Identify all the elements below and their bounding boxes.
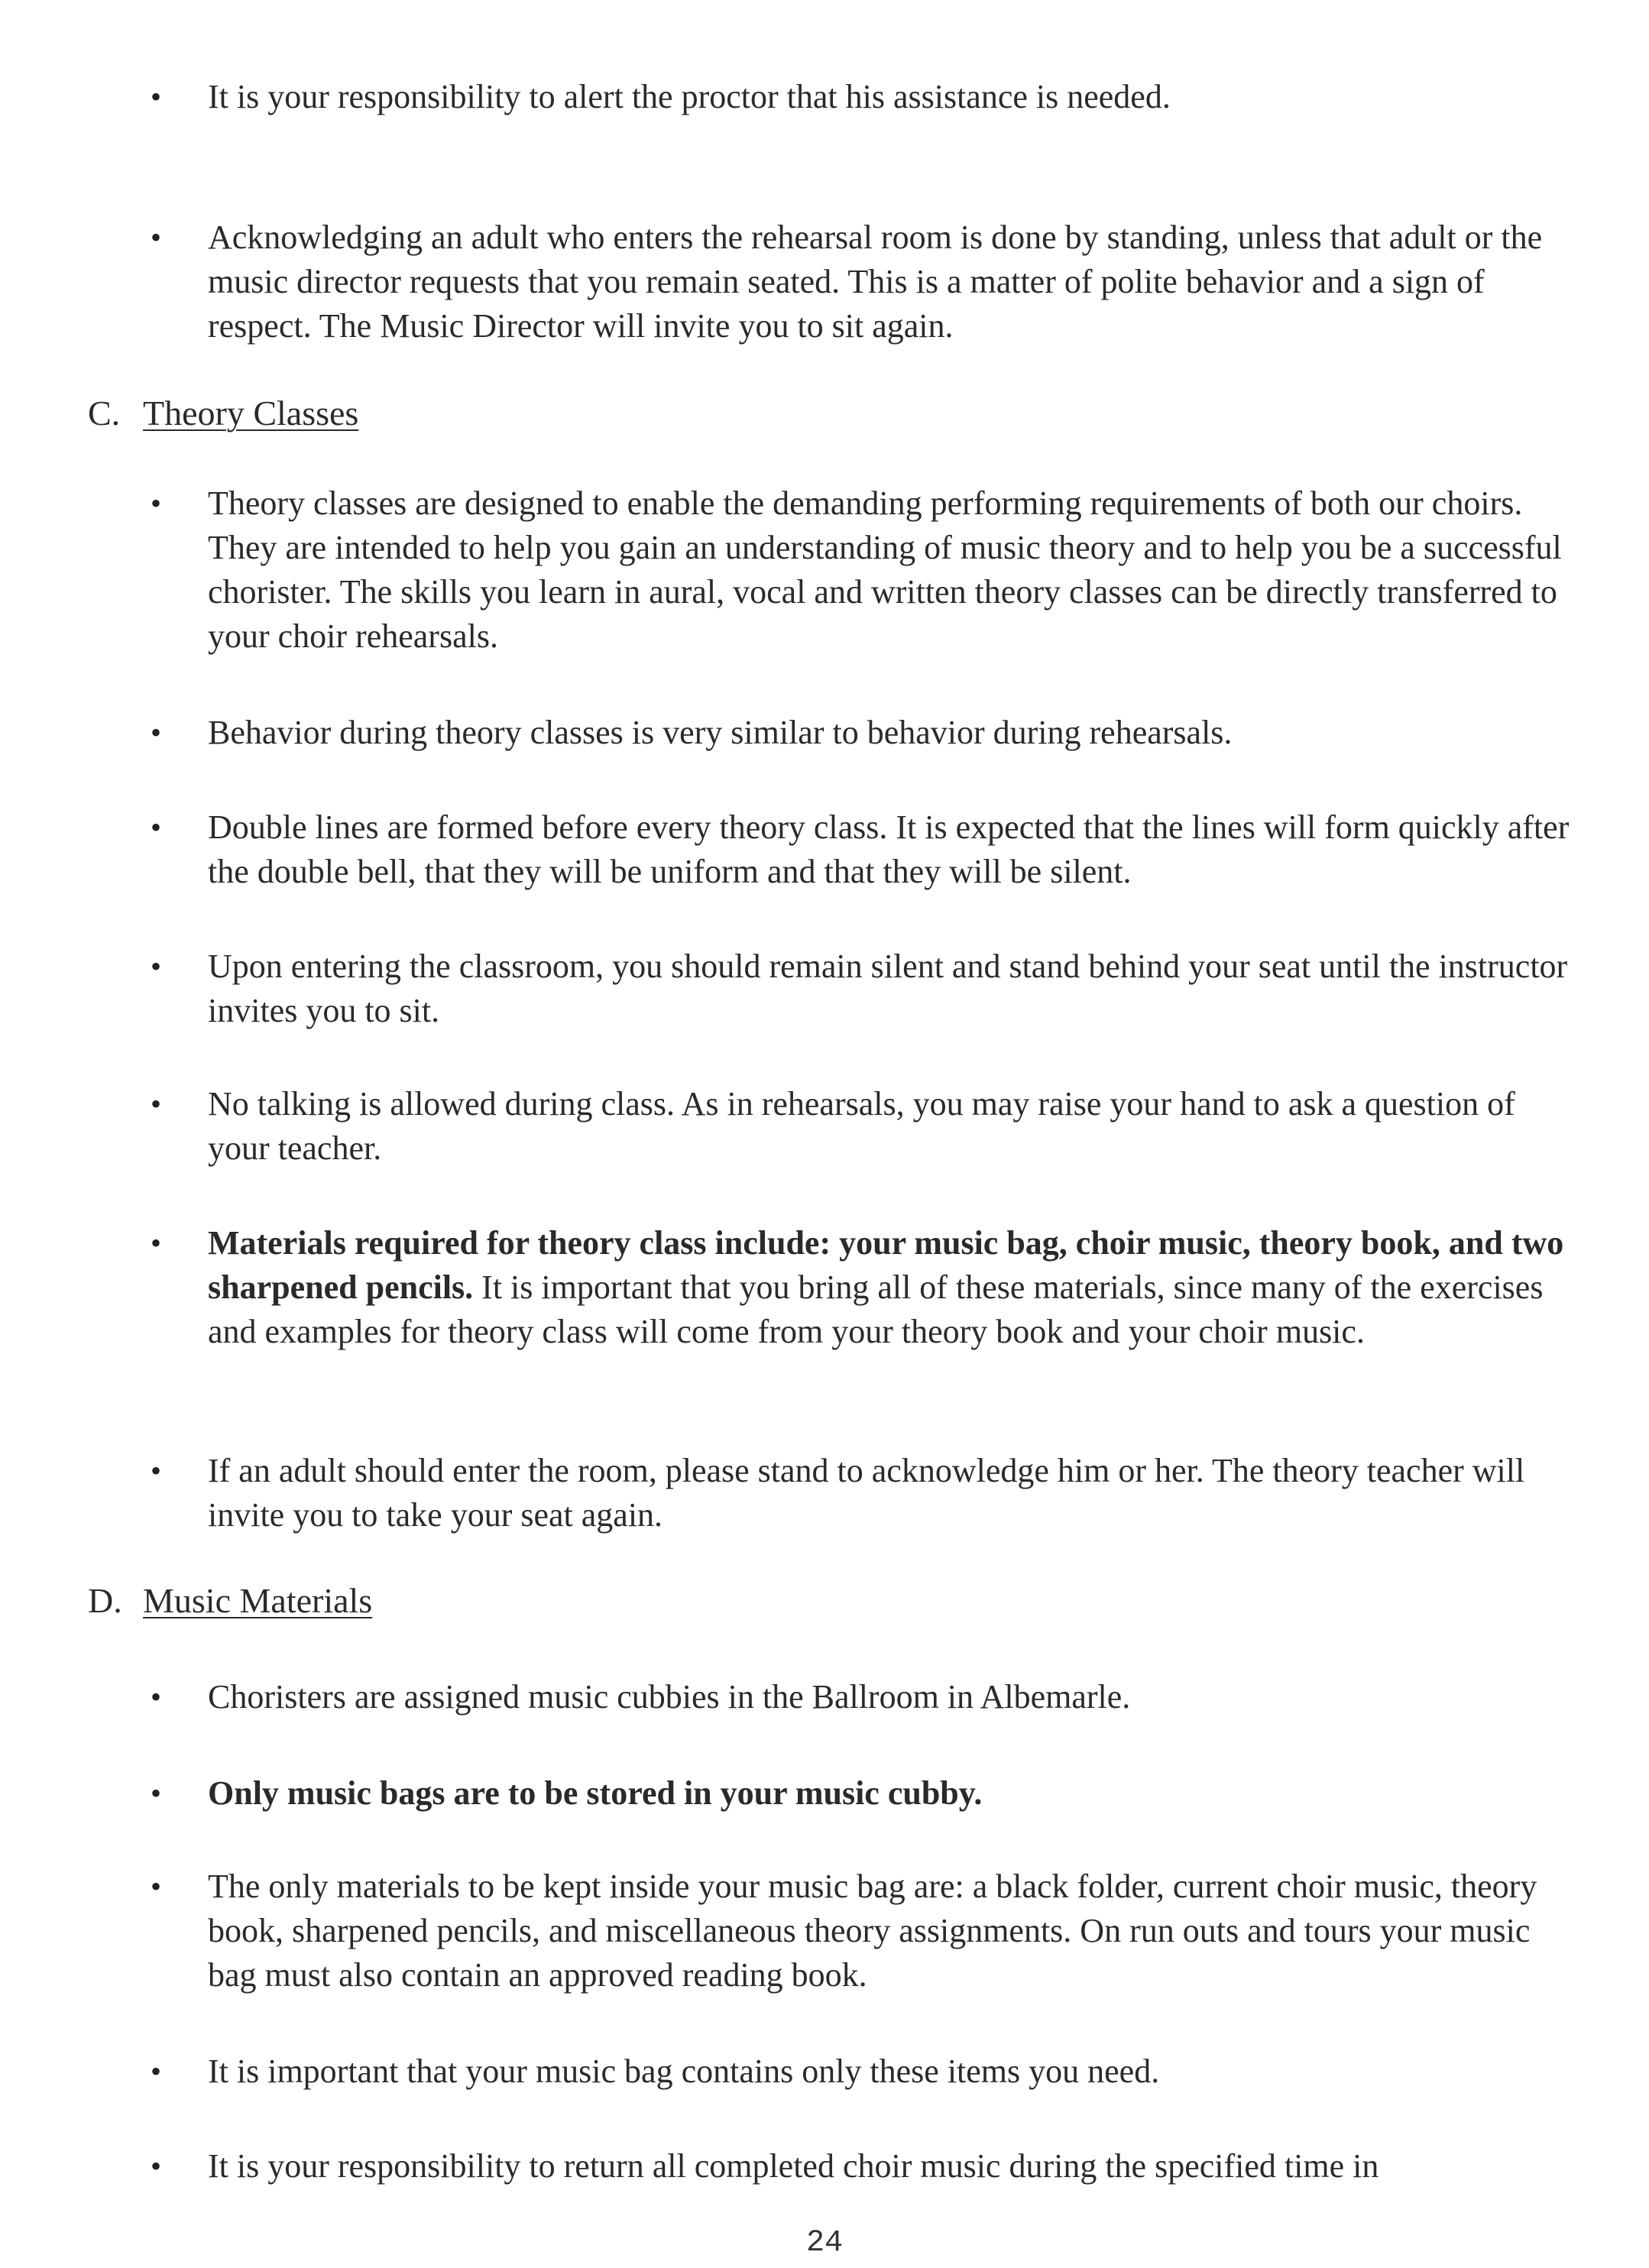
bullet-icon: •	[151, 949, 162, 983]
section-title: Music Materials	[143, 1581, 373, 1620]
bullet-icon: •	[151, 1680, 162, 1714]
bullet-icon: •	[151, 220, 162, 254]
bullet-icon: •	[151, 810, 162, 844]
bullet-icon: •	[151, 1453, 162, 1488]
section-letter: C.	[88, 394, 121, 433]
list-item-text: It is your responsibility to alert the proctor that his assistance is needed.	[208, 78, 1171, 115]
section-heading-music	[88, 1579, 372, 1623]
section-title: Theory Classes	[143, 394, 359, 433]
bullet-icon: •	[151, 79, 162, 114]
list-item-text: Choristers are assigned music cubbies in the Ballroom in Albemarle.	[208, 1678, 1131, 1716]
list-item-text: Acknowledging an adult who enters the rehearsal room is done by standing, unless that adult or the music director requests that you remain seated. This is a matter of polite behavior and a sign of respect. The Music Director will invite you to sit again.	[208, 219, 1543, 345]
list-item-text: The only materials to be kept inside your music bag are: a black folder, current choir music, theory book, sharpened pencils, and miscellaneous theory assignments. On run outs and tours your music bag must also contain an approved reading book.	[208, 1868, 1537, 1994]
list-item-text: Behavior during theory classes is very similar to behavior during rehearsals.	[208, 714, 1233, 751]
list-item	[151, 215, 1576, 348]
list-item	[151, 1675, 1576, 1719]
list-item	[151, 481, 1576, 659]
section-letter: D.	[88, 1581, 122, 1620]
list-item	[151, 2049, 1576, 2094]
list-item	[151, 2144, 1576, 2189]
list-item	[151, 805, 1576, 894]
list-item-text: Theory classes are designed to enable the demanding performing requirements of both our choirs. They are intended to help you gain an understanding of music theory and to help you be a successful chorister. The skills you learn in aural, vocal and written theory classes can be directly transferred to your choir rehearsals.	[208, 484, 1562, 655]
list-item	[151, 1082, 1576, 1171]
bullet-icon: •	[151, 486, 162, 520]
bullet-icon: •	[151, 715, 162, 750]
bullet-icon: •	[151, 1226, 162, 1260]
list-item-text: It is important that your music bag contains only these items you need.	[208, 2053, 1160, 2090]
list-item-text: Only music bags are to be stored in your music cubby.	[208, 1774, 983, 1812]
list-item-text: Double lines are formed before every theory class. It is expected that the lines will form quickly after the double bell, that they will be uniform and that they will be silent.	[208, 808, 1570, 890]
page-number: 24	[805, 2226, 843, 2260]
materials-detail: It is important that you bring all of these materials, since many of the exercises and examples for theory class will come from your theory book and your choir music.	[208, 1268, 1544, 1350]
list-item	[151, 944, 1576, 1033]
section-heading-theory	[88, 391, 358, 436]
bullet-icon: •	[151, 1776, 162, 1810]
bullet-icon: •	[151, 2149, 162, 2183]
list-item	[151, 1771, 1576, 1816]
materials-emphasis: Materials required for theory class include: your music bag, choir music, theory book, and two sharpened pencils.	[208, 1224, 1564, 1306]
list-item	[151, 711, 1576, 755]
list-item-text: No talking is allowed during class. As in rehearsals, you may raise your hand to ask a question of your teacher.	[208, 1085, 1515, 1167]
list-item-text: If an adult should enter the room, please stand to acknowledge him or her. The theory teacher will invite you to take your seat again.	[208, 1452, 1525, 1534]
list-item-text: Upon entering the classroom, you should remain silent and stand behind your seat until the instructor invites you to sit.	[208, 948, 1568, 1029]
list-item	[151, 1865, 1576, 1997]
list-item-text	[208, 1221, 1576, 1354]
bullet-icon: •	[151, 1087, 162, 1121]
list-item	[151, 1221, 1576, 1354]
bullet-icon: •	[151, 2054, 162, 2088]
list-item	[151, 1449, 1576, 1537]
list-item-text: It is your responsibility to return all completed choir music during the specified time in	[208, 2147, 1379, 2185]
bullet-icon: •	[151, 1869, 162, 1904]
list-item	[151, 75, 1576, 119]
